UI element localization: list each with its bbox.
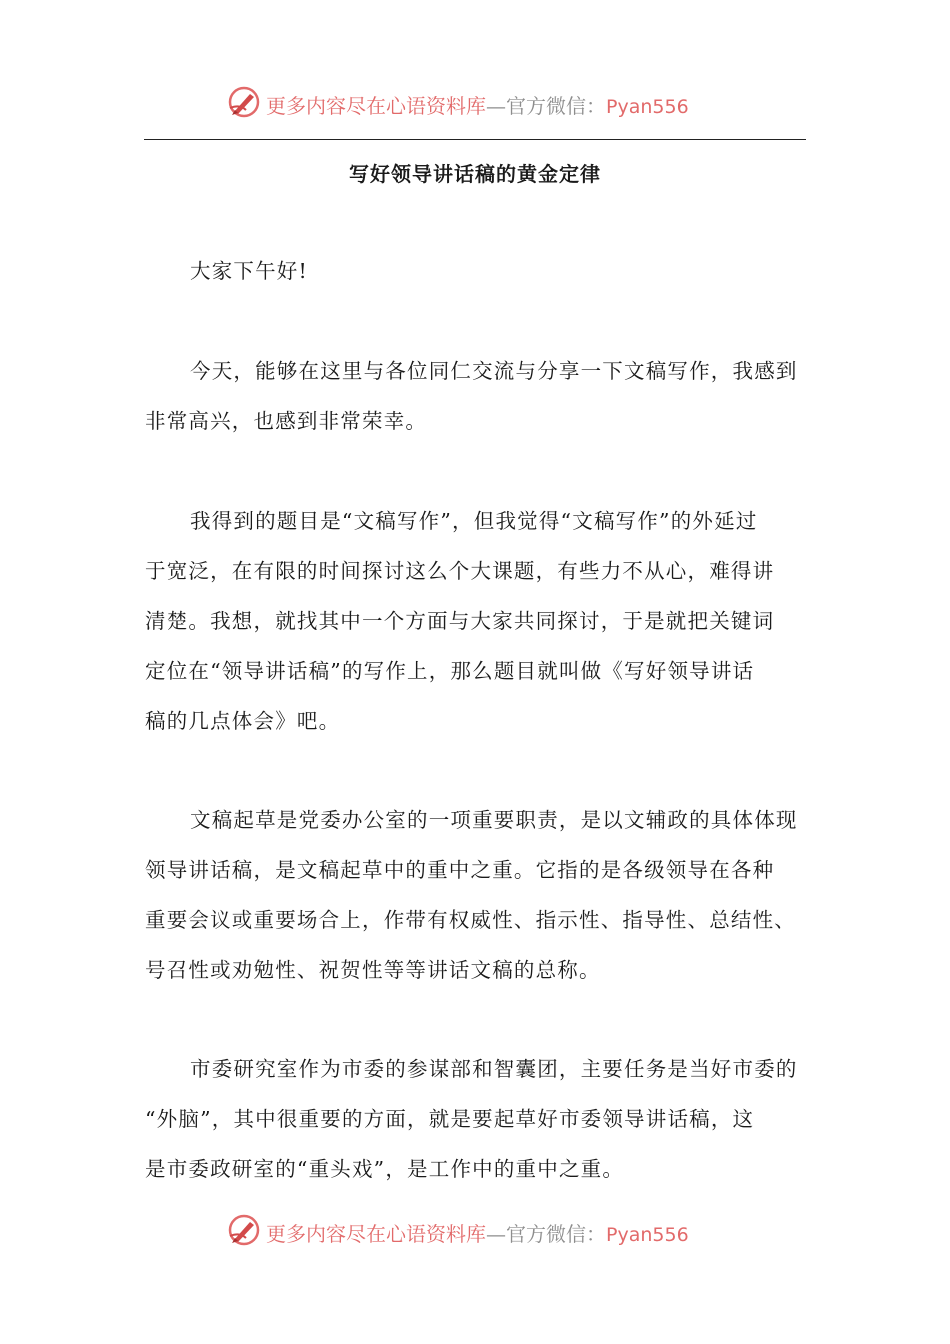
paragraph-line: 我得到的题目是“文稿写作”，但我觉得“文稿写作”的外延过 — [190, 509, 758, 533]
banner-wechat-label: —官方微信： — [486, 94, 606, 118]
footer-banner — [0, 1212, 950, 1252]
banner-wechat-id: Pyan556 — [606, 96, 689, 118]
pen-logo-icon — [226, 84, 262, 120]
header-banner — [0, 84, 950, 124]
banner-text — [266, 90, 689, 119]
banner-site-name: 更多内容尽在心语资料库 — [266, 1222, 486, 1246]
document-title: 写好领导讲话稿的黄金定律 — [349, 162, 601, 186]
banner-wechat-id: Pyan556 — [606, 1224, 689, 1246]
paragraph-line: 是市委政研室的“重头戏”，是工作中的重中之重。 — [145, 1157, 625, 1181]
paragraph-line: 文稿起草是党委办公室的一项重要职责，是以文辅政的具体体现 — [190, 808, 798, 832]
paragraph-line: 大家下午好! — [190, 259, 308, 283]
paragraph-line: 清楚。我想，就找其中一个方面与大家共同探讨，于是就把关键词 — [145, 609, 775, 633]
paragraph-greeting — [145, 246, 845, 296]
paragraph-line: 稿的几点体会》吧。 — [145, 709, 341, 733]
paragraph-topic — [145, 496, 845, 746]
paragraph-line: “外脑”，其中很重要的方面，就是要起草好市委领导讲话稿，这 — [145, 1107, 755, 1131]
paragraph-definition — [145, 795, 845, 995]
pen-logo-icon — [226, 1212, 262, 1248]
paragraph-line: 非常高兴，也感到非常荣幸。 — [145, 409, 428, 433]
banner-wechat-label: —官方微信： — [486, 1222, 606, 1246]
paragraph-line: 号召性或劝勉性、祝贺性等等讲话文稿的总称。 — [145, 958, 601, 982]
paragraph-intro — [145, 346, 845, 446]
banner-text — [266, 1218, 689, 1247]
paragraph-research-office — [145, 1044, 845, 1194]
header-divider — [144, 139, 806, 140]
paragraph-line: 今天，能够在这里与各位同仁交流与分享一下文稿写作，我感到 — [190, 359, 798, 383]
paragraph-line: 重要会议或重要场合上，作带有权威性、指示性、指导性、总结性、 — [145, 908, 796, 932]
paragraph-line: 于宽泛，在有限的时间探讨这么个大课题，有些力不从心，难得讲 — [145, 559, 775, 583]
paragraph-line: 市委研究室作为市委的参谋部和智囊团，主要任务是当好市委的 — [190, 1057, 798, 1081]
paragraph-line: 领导讲话稿，是文稿起草中的重中之重。它指的是各级领导在各种 — [145, 858, 775, 882]
banner-site-name: 更多内容尽在心语资料库 — [266, 94, 486, 118]
paragraph-line: 定位在“领导讲话稿”的写作上，那么题目就叫做《写好领导讲话 — [145, 659, 755, 683]
